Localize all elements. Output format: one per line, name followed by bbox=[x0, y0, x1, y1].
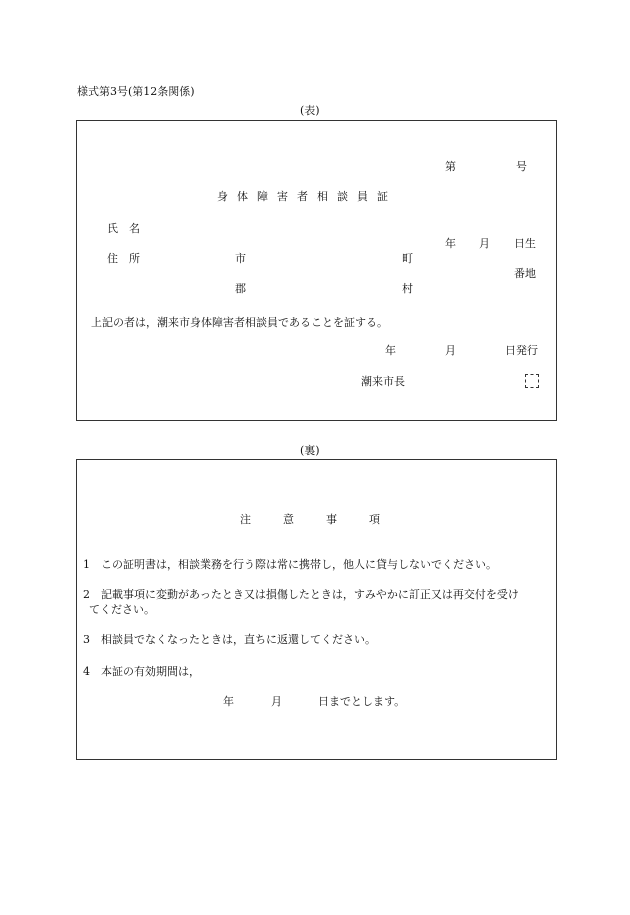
note-1: 1 この証明書は，相談業務を行う際は常に携帯し，他人に貸与しないでください。 bbox=[83, 558, 497, 571]
valid-day: 日までとします。 bbox=[318, 695, 406, 708]
county-label: 郡 bbox=[235, 282, 246, 295]
birth-day: 日生 bbox=[514, 237, 536, 250]
mayor-label: 潮来市長 bbox=[361, 375, 405, 388]
statement: 上記の者は，潮来市身体障害者相談員であることを証する。 bbox=[91, 316, 388, 329]
valid-year: 年 bbox=[223, 695, 234, 708]
front-heading: (表) bbox=[300, 104, 320, 117]
issue-year: 年 bbox=[385, 344, 396, 357]
note-3: 3 相談員でなくなったときは，直ちに返還してください。 bbox=[83, 633, 376, 646]
village-label: 村 bbox=[402, 282, 413, 295]
front-card bbox=[76, 120, 557, 421]
city-label: 市 bbox=[235, 252, 246, 265]
town-label: 町 bbox=[402, 252, 413, 265]
note-4: 4 本証の有効期間は， bbox=[83, 665, 200, 678]
card-title: 身体障害者相談員証 bbox=[217, 190, 397, 203]
seal-box bbox=[525, 374, 539, 388]
back-card bbox=[76, 459, 557, 760]
name-label: 氏 名 bbox=[107, 222, 140, 235]
form-label: 様式第3号(第12条関係) bbox=[77, 85, 195, 98]
banchi-label: 番地 bbox=[514, 267, 536, 280]
number-dai: 第 bbox=[445, 160, 456, 173]
valid-month: 月 bbox=[271, 695, 282, 708]
number-go: 号 bbox=[516, 160, 527, 173]
notes-title: 注意事項 bbox=[240, 513, 412, 526]
note-2-cont: てください。 bbox=[89, 603, 155, 616]
issue-day: 日発行 bbox=[505, 344, 538, 357]
birth-year: 年 bbox=[445, 237, 456, 250]
back-heading: (裏) bbox=[300, 444, 320, 457]
address-label: 住 所 bbox=[107, 252, 140, 265]
birth-month: 月 bbox=[479, 237, 490, 250]
note-2: 2 記載事項に変動があったとき又は損傷したときは，すみやかに訂正又は再交付を受け bbox=[83, 588, 519, 601]
issue-month: 月 bbox=[445, 344, 456, 357]
